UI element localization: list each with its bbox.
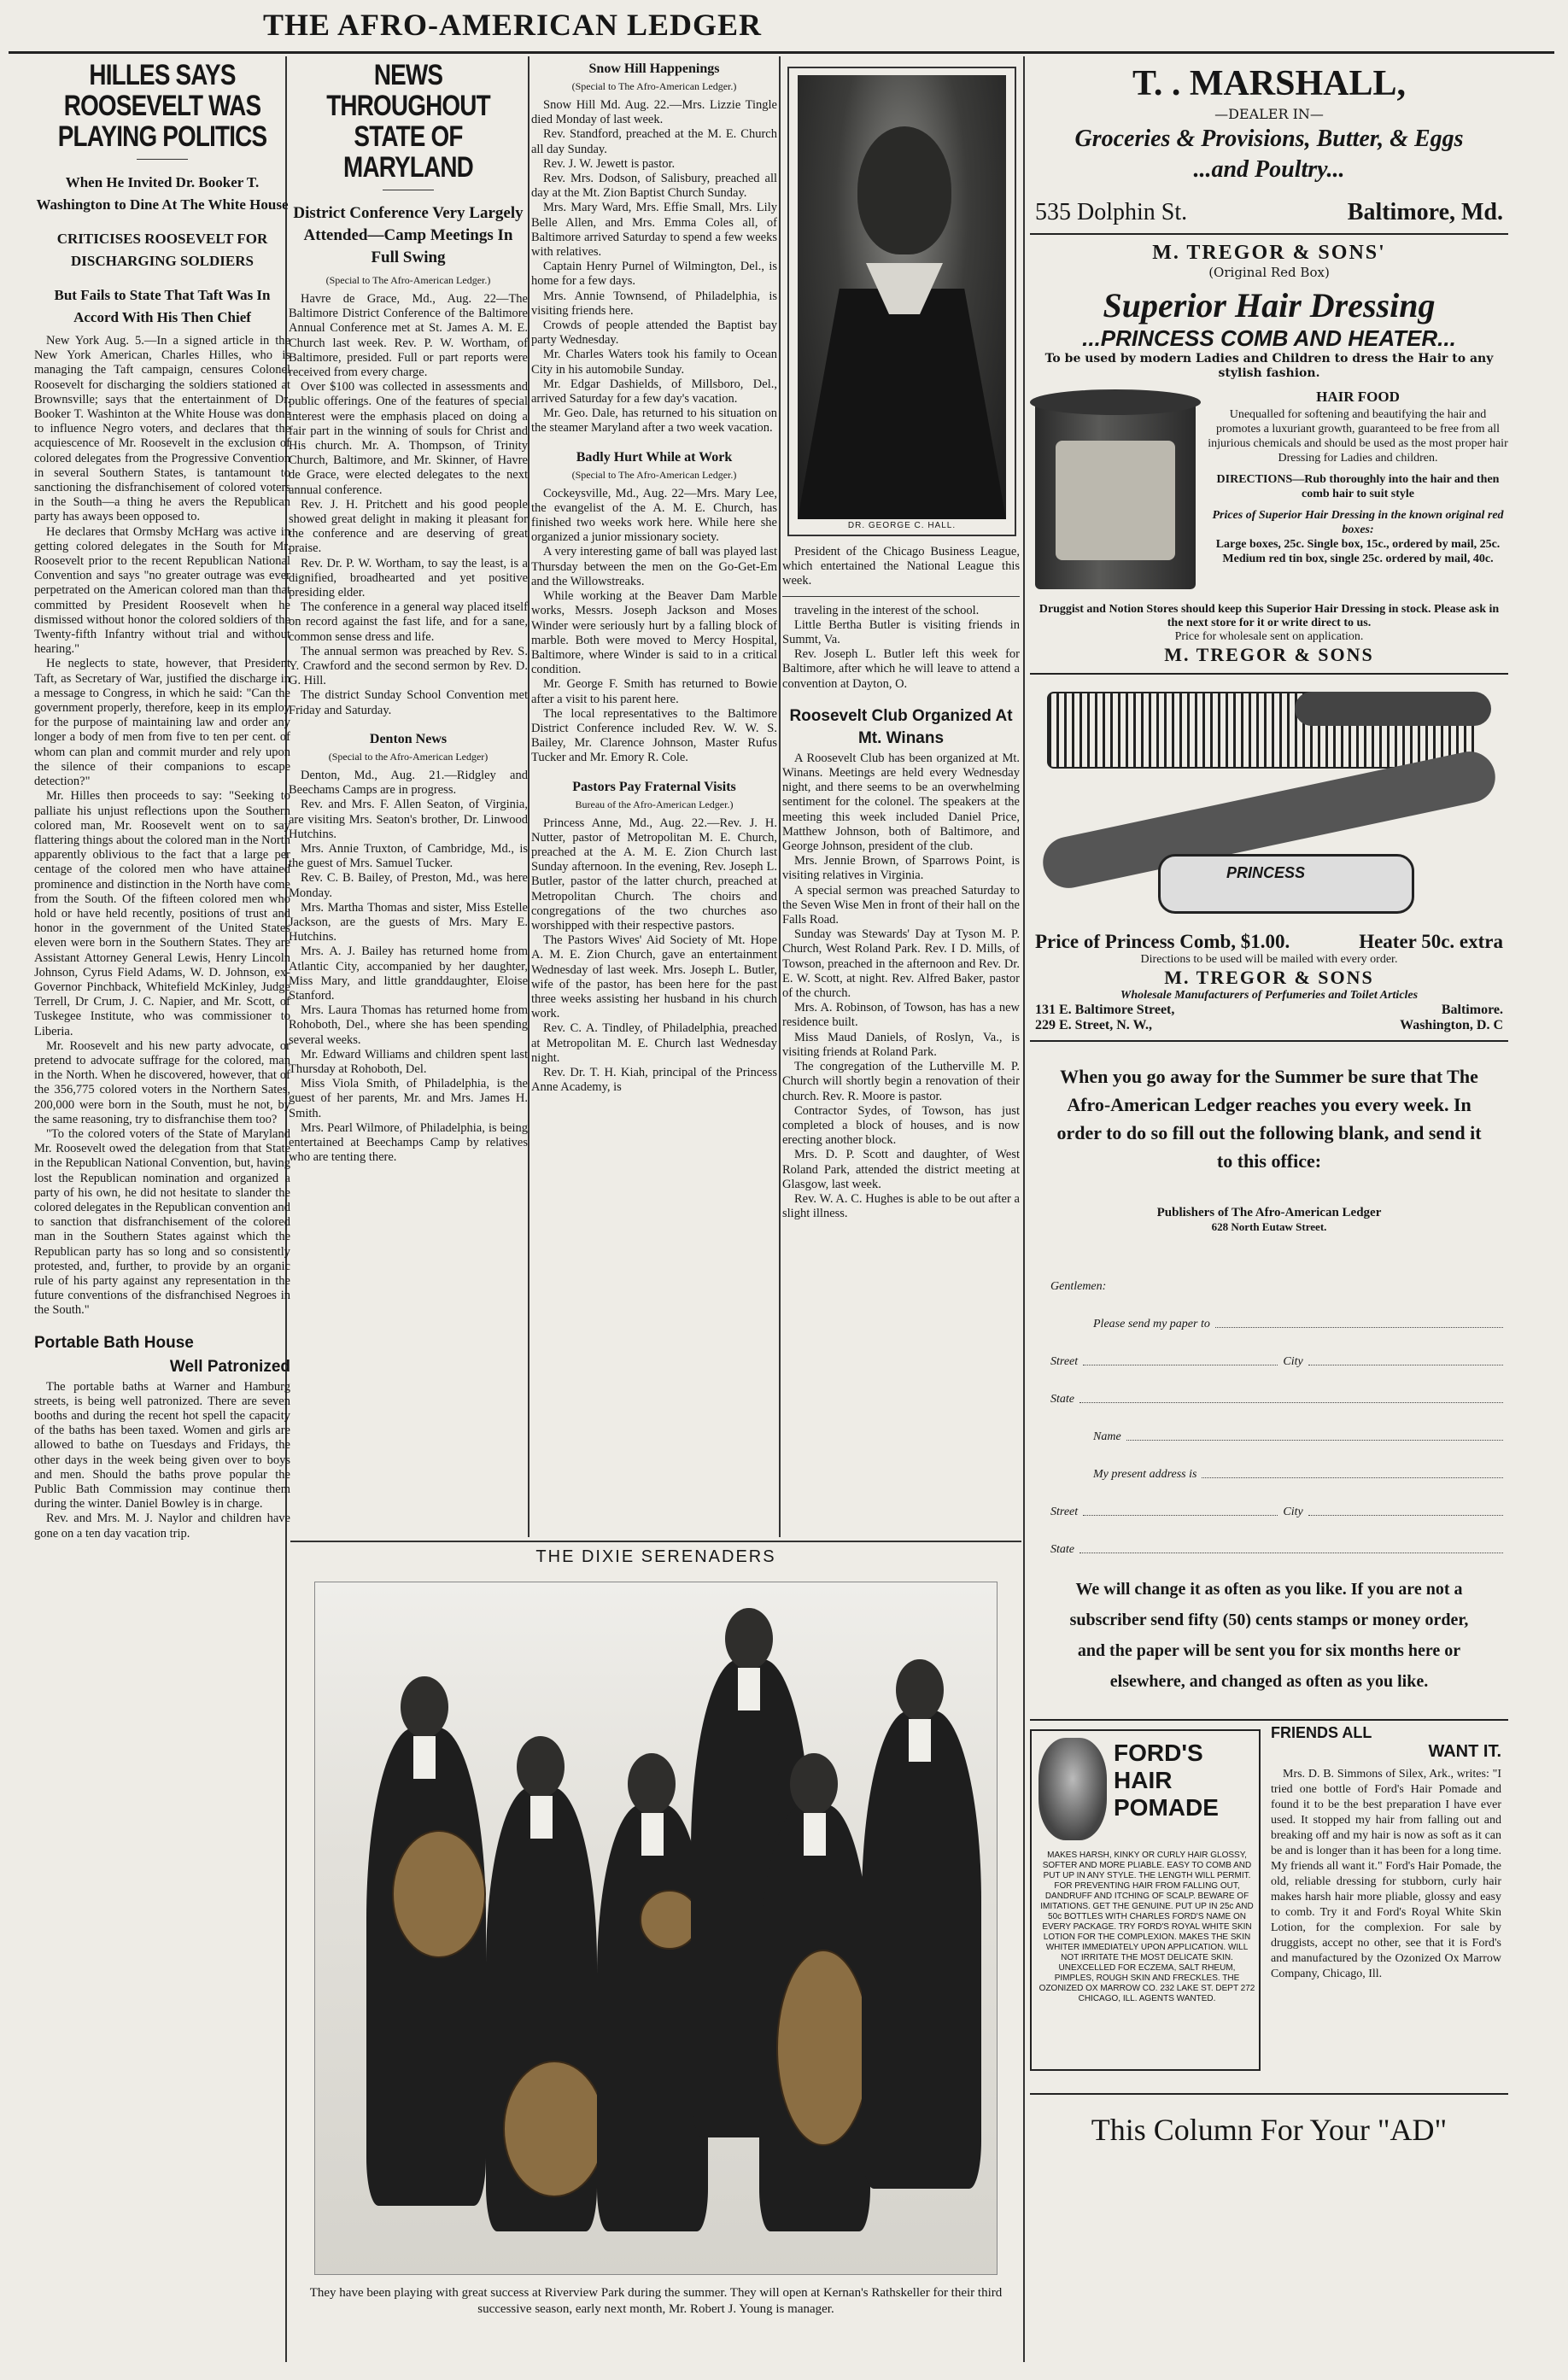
paragraph: Miss Maud Daniels, of Roslyn, Va., is visiting friends at Roland Park. bbox=[782, 1030, 1020, 1059]
paragraph: Snow Hill Md. Aug. 22.—Mrs. Lizzie Tingle died Monday of last week. bbox=[531, 98, 777, 127]
top-rule bbox=[9, 51, 1554, 54]
marshall-city: Baltimore, Md. bbox=[1347, 199, 1503, 225]
paragraph: Rev. Standford, preached at the M. E. Church all day Sunday. bbox=[531, 127, 777, 156]
form-street2-field[interactable] bbox=[1083, 1515, 1278, 1516]
address-2-left: 229 E. Street, N. W., bbox=[1035, 1018, 1153, 1032]
price-heater: Heater 50c. extra bbox=[1359, 931, 1503, 952]
paragraph: Captain Henry Purnel of Wilmington, Del., is home for a few days. bbox=[531, 260, 777, 289]
paragraph: Denton, Md., Aug. 21.—Ridgley and Beechams Camps are in progress. bbox=[289, 768, 528, 798]
paragraph: Mr. Hilles then proceeds to say: "Seeking to palliate his unjust reflections upon the Southern colored man, Mr. Roosevelt went on to say flattering things about the colored man in the North apparently oblivious to the fact that a large per centage of the colored men who have attained prominence and distinction in the North have come from the South. Of the fifteen colored men who hold or have held recently, positions of trust and honor in the government of the United States eleven were born in the Southern States. They are Assistant Attorney General Lewis, Henry Lincoln Johnson, Cyrus Field Adams, W. D. Johnson, ex-Governor Pinchback, Whitefield McKinley, Judge Terrell, Dr Crum, J. C. Napier, and Mr. Scott, of Tuskegee Institute, who was commissioner to Liberia. bbox=[34, 789, 290, 1038]
hair-food-text: Unequalled for softening and beautifying the hair and promotes a luxuriant growth, guaranteed to be free from all injurious chemicals and should be used as the most proper hair Dressing for Ladies and children. bbox=[1208, 408, 1508, 465]
portrait-frame bbox=[787, 67, 1016, 536]
marshall-goods: Groceries & Provisions, Butter, & Eggs bbox=[1074, 126, 1464, 152]
form-send-label: Please send my paper to bbox=[1093, 1318, 1210, 1330]
ad-column-notice: This Column For Your "AD" bbox=[1091, 2113, 1448, 2147]
price-line bbox=[1030, 931, 1508, 953]
marshall-dealer: —DEALER IN— bbox=[1214, 106, 1324, 122]
column-rule bbox=[779, 56, 781, 1537]
form-city-label: City bbox=[1283, 1355, 1303, 1368]
deck-maryland: District Conference Very Largely Attended—Camp Meetings In Full Swing bbox=[293, 204, 524, 266]
hair-food-info bbox=[1208, 389, 1508, 603]
paragraph: The local representatives to the Baltimore District Conference included Rev. W. W. S. Bailey, Mr. Clarence Johnson, Master Rufus Tucker and Mr. Emory R. Cole. bbox=[531, 706, 777, 765]
paragraph: Mrs. D. P. Scott and daughter, of West Roland Park, attended the district meeting at Glasgow, last week. bbox=[782, 1148, 1020, 1191]
dixie-title: THE DIXIE SERENADERS bbox=[535, 1547, 776, 1566]
prices-medium: Medium red tin box, single 25c. ordered by mail, 40c. bbox=[1222, 553, 1494, 565]
paragraph: Mr. Edward Williams and children spent last Thursday at Rohoboth, Del. bbox=[289, 1047, 528, 1076]
directions: DIRECTIONS—Rub thoroughly into the hair and then comb hair to suit style bbox=[1216, 473, 1500, 500]
address-1-left: 131 E. Baltimore Street, bbox=[1035, 1003, 1175, 1017]
hair-dressing-tin bbox=[1030, 389, 1201, 603]
druggist-note: Druggist and Notion Stores should keep this Superior Hair Dressing in stock. Please ask in the next store for it or write direct to us. bbox=[1039, 603, 1500, 629]
paragraph: He declares that Ormsby McHarg was active in getting colored delegates in the South for Mr. Roosevelt prior to the recent Republican National Convention and says "no greater outrage was ever perpetrated on the American colored man than that committed by President Roosevelt when he dismissed without honor the colored soldiers of the Twenty-fifth Infantry without trial and without hearing." bbox=[34, 524, 290, 657]
paragraph: The conference in a general way placed itself on record against the fast life, and for a sane, common sense dress and life. bbox=[289, 600, 528, 644]
paragraph: Mr. Edgar Dashields, of Millsboro, Del., arrived Saturday for a few day's vacation. bbox=[531, 377, 777, 406]
woman-portrait bbox=[1039, 1738, 1107, 1840]
paragraph: Mr. George F. Smith has returned to Bowie after a visit to his parent here. bbox=[531, 677, 777, 706]
tregor-headline: Superior Hair Dressing bbox=[1103, 286, 1436, 325]
form-street2-label: Street bbox=[1050, 1506, 1079, 1518]
address-2-right: Washington, D. C bbox=[1400, 1018, 1503, 1032]
column-ads bbox=[1030, 60, 1508, 2365]
form-state-label: State bbox=[1050, 1393, 1074, 1406]
paragraph: Rev. Joseph L. Butler left this week for Baltimore, after which he will leave to attend a convention at Dayton, O. bbox=[782, 647, 1020, 691]
paragraph: A very interesting game of ball was played last Thursday between the men on the Go-Get-Em and the Willowstreaks. bbox=[531, 545, 777, 588]
paragraph: Mrs. Jennie Brown, of Sparrows Point, is visiting relatives in Virginia. bbox=[782, 854, 1020, 883]
column-3 bbox=[531, 60, 777, 1580]
friends-text: Mrs. D. B. Simmons of Silex, Ark., writes: "I tried one bottle of Ford's Hair Pomade and found it to be the best preparation I have ever used. It stopped my hair from falling out and breaking off and my hair is now as soft as it can be and is longer than it has been for a long time. My friends all want it." Ford's Hair Pomade, the old, reliable dressing for stubborn, curly hair makes harsh hair more pliable, glossy and easy to comb. Try it and Ford's Royal White Skin Lotion, for the complexion. For sale by druggists, accept no other, see that it is Ford's and manufactured by the Ozonized Ox Marrow Company, Chicago, Ill. bbox=[1271, 1768, 1501, 1980]
hair-food-title: HAIR FOOD bbox=[1316, 389, 1400, 405]
paragraph: Mrs. Martha Thomas and sister, Miss Estelle Jackson, are the guests of Mrs. Mary E. Hutchins. bbox=[289, 900, 528, 944]
paragraph: Cockeysville, Md., Aug. 22—Mrs. Mary Lee, the evangelist of the A. M. E. Church, has finished two weeks work here. While here she organized a junior missionary society. bbox=[531, 486, 777, 545]
column-2 bbox=[289, 60, 528, 1580]
ford-ad bbox=[1030, 1729, 1261, 2071]
denton-headline: Denton News bbox=[369, 731, 448, 746]
princess-label: PRINCESS bbox=[1226, 864, 1306, 881]
manufacturers: Wholesale Manufacturers of Perfumeries and Toilet Articles bbox=[1120, 989, 1419, 1002]
masthead: THE AFRO-AMERICAN LEDGER bbox=[262, 8, 763, 42]
column-rule bbox=[1023, 56, 1025, 2362]
deck-hilles-3: But Fails to State That Taft Was In Accord With His Then Chief bbox=[54, 287, 271, 325]
paragraph: Mrs. A. J. Bailey has returned home from Atlantic City, accompanied by her daughter, Miss Mary, and little granddaughter, Eloise Stanford. bbox=[289, 944, 528, 1003]
subscription-form bbox=[1030, 1256, 1508, 1557]
deck-hilles-2: CRITICISES ROOSEVELT FOR DISCHARGING SOLDIERS bbox=[56, 231, 268, 269]
dixie-caption: They have been playing with great success at Riverview Park during the summer. They will open at Kernan's Rathskeller for their third successive season, early next month, Mr. Robert J. Young is manager. bbox=[309, 2286, 1003, 2316]
price-comb: Price of Princess Comb, $1.00. bbox=[1035, 931, 1290, 952]
paragraph: The Pastors Wives' Aid Society of Mt. Hope A. M. E. Zion Church, gave an entertainment Wednesday of last week. Mrs. Joseph L. Butler, wife of the pastor, has been here for the past three weeks assisting her husband in his church work. bbox=[531, 933, 777, 1021]
prices-head: Prices of Superior Hair Dressing in the known original red boxes: bbox=[1212, 509, 1504, 536]
paragraph: Mr. Geo. Dale, has returned to his situation on the steamer Maryland after a two week vacation. bbox=[531, 406, 777, 436]
pastors-headline: Pastors Pay Fraternal Visits bbox=[572, 779, 736, 794]
paragraph: Mrs. Pearl Wilmore, of Philadelphia, is being entertained at Beechamps Camp by relatives who are tenting there. bbox=[289, 1120, 528, 1165]
comb-illustration bbox=[1030, 683, 1508, 931]
paragraph: He neglects to state, however, that President Taft, as Secretary of War, justified the discharge in a message to Congress, in which he said: "Can the government properly, therefore, keep in its employ for the purpose of maintaining law and order any longer a body of men from five to ten per cent. of whom can plan and commit murder and rely upon the silence of their companions to escape detection?" bbox=[34, 657, 290, 789]
paragraph: Princess Anne, Md., Aug. 22.—Rev. J. H. Nutter, pastor of Metropolitan M. E. Church, preached at the A. M. E. Zion Church last Sunday afternoon. In the evening, Rev. Joseph L. Butler, pastor of the latter church, preached at Metropolitan Church. The choirs and congregations of the two churches aso worshipped with their respective pastors. bbox=[531, 816, 777, 933]
paragraph: New York Aug. 5.—In a signed article in the New York American, Charles Hilles, who is managing the Taft campaign, censures Colonel Roosevelt for discharging the soldiers stationed at Brownsville; says that the entertainment of Dr. Booker T. Washinton at the White House was done to influence Negro voters, and declares that the acquiescence of Mr. Roosevelt in the exclusion of colored delegates from the Progressive Convention in several Southern States, is tantamount to sanctioning the disfranchisement of colored voters in the South—a thing he avers the Republican party has aways been opposed to. bbox=[34, 334, 290, 524]
bath-headline-1: Portable Bath House bbox=[34, 1333, 194, 1352]
paragraph: Contractor Sydes, of Towson, has just completed a block of houses, and is now erecting another block. bbox=[782, 1103, 1020, 1148]
byline: (Special to The Afro-American Ledger.) bbox=[325, 274, 491, 286]
byline: (Special to The Afro-American Ledger.) bbox=[571, 468, 737, 481]
paragraph: Mrs. Mary Ward, Mrs. Effie Small, Mrs. Lily Belle Allen, and Mrs. Emma Coles all, of Baltimore arrived Saturday to spend a few weeks with relatives. bbox=[531, 201, 777, 260]
paragraph: A special sermon was preached Saturday to the Seven Wise Men in front of their hall on the Falls Road. bbox=[782, 883, 1020, 927]
ford-ad-block bbox=[1030, 1719, 1508, 2086]
paragraph: Mrs. Annie Townsend, of Philadelphia, is visiting friends here. bbox=[531, 289, 777, 318]
paragraph: traveling in the interest of the school. bbox=[794, 603, 980, 617]
form-present-field[interactable] bbox=[1202, 1477, 1503, 1478]
form-name-field[interactable] bbox=[1126, 1440, 1503, 1441]
publishers-address: 628 North Eutaw Street. bbox=[1211, 1220, 1327, 1233]
paragraph: Rev. Dr. P. W. Wortham, to say the least, is a dignified, broadhearted and yet positive presiding elder. bbox=[289, 556, 528, 600]
paragraph: Mr. Roosevelt and his new party advocate, or pretend to advocate suffrage for the colored, man in the North. When he discovered, however, that of the 356,775 colored voters in the Northern Sates, 200,000 were born in the South, must he not, by the same reasoning, try to disfranchise them too? bbox=[34, 1038, 290, 1126]
tregor-name: M. TREGOR & SONS' bbox=[1152, 242, 1386, 264]
byline: (Special to The Afro-American Ledger.) bbox=[571, 80, 737, 92]
paragraph: Over $100 was collected in assessments and public offerings. One of the features of special interest were the emphasis placed on doing a fair part in the winning of souls for Christ and His church. Mr. A. Thompson, of Trinity Church, Baltimore, and Mr. Skinner, of Havre de Grace, were elected delegates to the next annual conference. bbox=[289, 380, 528, 497]
paragraph: The congregation of the Lutherville M. P. Church will shortly begin a renovation of their church. Rev. R. Moore is pastor. bbox=[782, 1060, 1020, 1103]
paragraph: While working at the Beaver Dam Marble works, Messrs. Joseph Jackson and Moses Winder were seriously hurt by a falling block of marble. Both were moved to Mercy Hospital, Baltimore, where Winder is said to in a critical condition. bbox=[531, 589, 777, 677]
paragraph: The portable baths at Warner and Hamburg streets, is being well patronized. There are seven booths and during the recent hot spell the capacity of the baths has been taxed. Women and girls are allowed to bathe on Tuesdays and Fridays, the other days in the week being given over to boys and men. Should the baths prove popular the Public Bath Commission may continue them during the winter. Daniel Bowley is in charge. bbox=[34, 1379, 290, 1512]
tregor-headline-2: ...PRINCESS COMB AND HEATER... bbox=[1082, 325, 1456, 351]
paragraph: The district Sunday School Convention met Friday and Saturday. bbox=[289, 688, 528, 717]
paragraph: Sunday was Stewards' Day at Tyson M. P. Church, West Roland Park. Rev. I D. Mills, of Towson, preached in the afternoon and Rev. Dr. E. W. Scott, at night. Rev. Alfred Baker, pastor of the church. bbox=[782, 927, 1020, 1001]
wholesale-note: Price for wholesale sent on application. bbox=[1174, 630, 1364, 643]
ford-title: FORD'S HAIR POMADE bbox=[1114, 1740, 1219, 1821]
tregor-box: (Original Red Box) bbox=[1208, 265, 1330, 280]
bath-headline-2: Well Patronized bbox=[169, 1357, 290, 1376]
paragraph: Rev. J. H. Pritchett and his good people showed great delight in making it pleasant for the conference and are deserving of great praise. bbox=[289, 497, 528, 556]
paragraph: Rev. and Mrs. M. J. Naylor and children have gone on a ten day vacation trip. bbox=[34, 1512, 290, 1541]
publishers: Publishers of The Afro-American Ledger bbox=[1156, 1206, 1382, 1219]
summer-notice: When you go away for the Summer be sure that The Afro-American Ledger reaches you every week. In order to do so fill out the following blank, and send it to this office: bbox=[1056, 1066, 1482, 1172]
friends-head-1: FRIENDS ALL bbox=[1271, 1724, 1372, 1741]
band-photo bbox=[314, 1582, 998, 2275]
marshall-name: T. . MARSHALL, bbox=[1132, 64, 1407, 103]
column-rule bbox=[528, 56, 529, 1537]
roosevelt-club-headline: Roosevelt Club Organized At Mt. Winans bbox=[789, 706, 1013, 747]
paragraph: "To the colored voters of the State of Maryland Mr. Roosevelt owed the delegation from that State in the Republican National Convention, but, having lost the Republican nomination and organized a party of his own, he did not hesitate to slander the colored delegates in the Republican convention and to sanction that disfranchisement of the colored man in the Southern States against which the Republican party has so long and so consistently protested, and, further, to provide by an organic rule of his party against any representation in the future conventions of the disfranchised Negroes in the South." bbox=[34, 1126, 290, 1318]
form-city2-label: City bbox=[1283, 1506, 1303, 1518]
marshall-street: 535 Dolphin St. bbox=[1035, 199, 1188, 225]
paragraph: Mrs. Laura Thomas has returned home from Rohoboth, Del., where she has been spending several weeks. bbox=[289, 1003, 528, 1047]
form-name-label: Name bbox=[1093, 1430, 1121, 1443]
paragraph: A Roosevelt Club has been organized at Mt. Winans. Meetings are held every Wednesday night, and there seems to be an overwhelming sentiment for the colonel. The speakers at the meeting this week included Daniel Price, Matthew Johnson, both of Baltimore, and George Johnson, president of the club. bbox=[782, 751, 1020, 854]
paragraph: Little Bertha Butler is visiting friends in Summt, Va. bbox=[782, 617, 1020, 647]
friends-head-2: WANT IT. bbox=[1428, 1742, 1501, 1761]
tregor-product-row bbox=[1030, 389, 1508, 603]
address-1-right: Baltimore. bbox=[1441, 1003, 1503, 1017]
byline: Bureau of the Afro-American Ledger.) bbox=[575, 798, 734, 810]
column-1 bbox=[34, 60, 290, 2365]
portrait-caption: DR. GEORGE C. HALL. bbox=[847, 521, 957, 530]
portrait-photo bbox=[798, 75, 1006, 519]
paragraph: Crowds of people attended the Baptist bay party Wednesday. bbox=[531, 319, 777, 348]
tregor-name-2: M. TREGOR & SONS bbox=[1164, 644, 1374, 665]
friends-testimonial bbox=[1271, 1724, 1501, 1982]
paragraph: Rev. Dr. T. H. Kiah, principal of the Princess Anne Academy, is bbox=[531, 1065, 777, 1095]
dixie-serenaders-section bbox=[290, 1541, 1021, 2365]
paragraph: Mrs. A. Robinson, of Towson, has has a new residence built. bbox=[782, 1001, 1020, 1030]
form-street-label: Street bbox=[1050, 1355, 1079, 1368]
headline-maryland: NEWS THROUGHOUT STATE OF MARYLAND bbox=[326, 60, 490, 184]
form-send-field[interactable] bbox=[1215, 1327, 1503, 1328]
prices-large: Large boxes, 25c. Single box, 15c., ordered by mail, 25c. bbox=[1215, 538, 1501, 551]
address-2 bbox=[1030, 1018, 1508, 1033]
paragraph: Rev. J. W. Jewett is pastor. bbox=[543, 156, 676, 171]
snow-hill-headline: Snow Hill Happenings bbox=[588, 61, 720, 76]
form-state-field[interactable] bbox=[1079, 1402, 1503, 1403]
form-city2-field[interactable] bbox=[1308, 1515, 1503, 1516]
tregor-name-3: M. TREGOR & SONS bbox=[1164, 967, 1374, 988]
column-4 bbox=[782, 545, 1020, 1535]
form-present-label: My present address is bbox=[1093, 1468, 1197, 1481]
form-state2-label: State bbox=[1050, 1543, 1074, 1556]
directions-mail: Directions to be used will be mailed with every order. bbox=[1140, 953, 1398, 966]
headline-hilles: HILLES SAYS ROOSEVELT WAS PLAYING POLITICS bbox=[57, 60, 267, 153]
marshall-address bbox=[1030, 199, 1508, 226]
paragraph: Miss Viola Smith, of Philadelphia, is the guest of her parents, Mr. and Mrs. James H. Smith. bbox=[289, 1077, 528, 1120]
ford-text: MAKES HARSH, KINKY OR CURLY HAIR GLOSSY, SOFTER AND MORE PLIABLE. EASY TO COMB AND PUT UP IN ANY STYLE. THE LENGTH WILL PERMIT. FOR PREVENTING HAIR FROM FALLING OUT, DANDRUFF AND ITCHING OF SCALP. BEWARE OF IMITATIONS. GET THE GENUINE. PUT UP IN 25c AND 50c BOTTLES WITH CHARLES FORD'S NAME ON EVERY PACKAGE. TRY FORD'S ROYAL WHITE SKIN LOTION FOR THE COMPLEXION. MAKES THE SKIN WHITER IMMEDIATELY UPON APPLICATION. WILL NOT IRRITATE THE MOST DELICATE SKIN. UNEXCELLED FOR ECZEMA, SALT RHEUM, PIMPLES, ROUGH SKIN AND FRECKLES. THE OZONIZED OX MARROW CO. 232 LAKE ST. DEPT 272 CHICAGO, ILL. AGENTS WANTED. bbox=[1039, 1851, 1255, 2003]
change-notice: We will change it as often as you like. If you are not a subscriber send fifty (50) cents stamps or money order, and the paper will be sent you for six months here or elsewhere, and changed as often as you like. bbox=[1069, 1580, 1469, 1691]
byline: (Special to the Afro-American Ledger) bbox=[328, 750, 489, 763]
paragraph: Mrs. Annie Truxton, of Cambridge, Md., is the guest of Mrs. Samuel Tucker. bbox=[289, 841, 528, 871]
deck-hilles-1: When He Invited Dr. Booker T. Washington to Dine At The White House bbox=[36, 174, 289, 213]
paragraph: Havre de Grace, Md., Aug. 22—The Baltimore District Conference of the Baltimore Annual Conference met at St. James A. M. E. Church last week. Rev. P. W. Wortham, of Baltimore, presided. Full or part reports were received from every charge. bbox=[289, 292, 528, 380]
paragraph: Rev. W. A. C. Hughes is able to be out after a slight illness. bbox=[782, 1191, 1020, 1221]
paragraph: Rev. Mrs. Dodson, of Salisbury, preached all day at the Mt. Zion Baptist Church Sunday. bbox=[531, 172, 777, 201]
address-1 bbox=[1030, 1003, 1508, 1018]
paragraph: The annual sermon was preached by Rev. S. Y. Crawford and the second sermon by Rev. D. G. Hill. bbox=[289, 644, 528, 688]
paragraph: Rev. and Mrs. F. Allen Seaton, of Virginia, are visiting Mrs. Seaton's brother, Dr. Linwood Hutchins. bbox=[289, 798, 528, 841]
badly-hurt-headline: Badly Hurt While at Work bbox=[576, 449, 733, 465]
tregor-usage: To be used by modern Ladies and Children to dress the Hair to any stylish fashion. bbox=[1044, 352, 1494, 380]
marshall-goods-2: ...and Poultry... bbox=[1193, 156, 1345, 183]
form-gentlemen: Gentlemen: bbox=[1050, 1280, 1107, 1293]
paragraph: Mr. Charles Waters took his family to Ocean City in his automobile Sunday. bbox=[531, 348, 777, 377]
paragraph: Rev. C. B. Bailey, of Preston, Md., was here Monday. bbox=[289, 871, 528, 900]
paragraph: Rev. C. A. Tindley, of Philadelphia, preached at Metropolitan M. E. Church last Wednesday night. bbox=[531, 1021, 777, 1065]
paragraph: President of the Chicago Business League, which entertained the National League this week. bbox=[782, 545, 1020, 588]
